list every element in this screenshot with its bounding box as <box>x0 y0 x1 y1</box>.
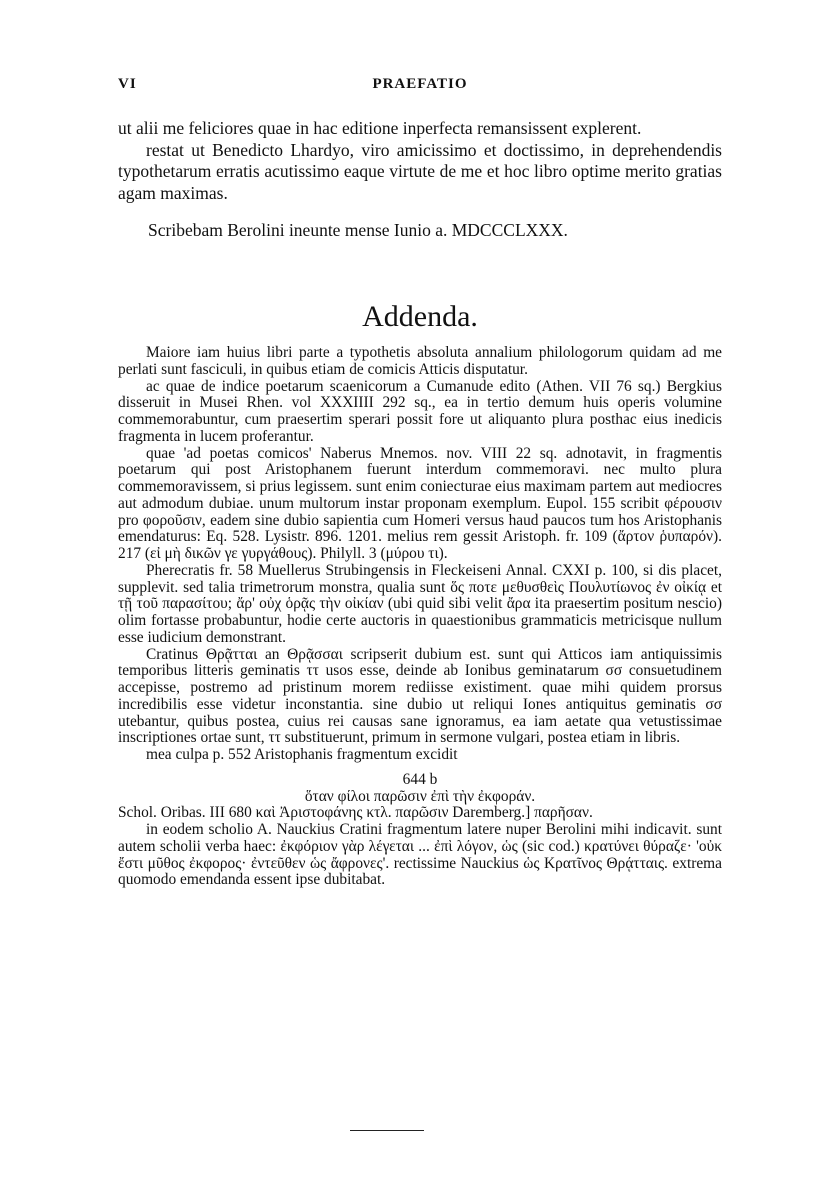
closing-rule <box>350 1130 424 1131</box>
addenda-paragraph: Cratinus Θρᾷτται an Θρᾷσσαι scripserit dubium est. sunt qui Atticos iam antiquissimis temporibus litteris geminatis ττ usos esse, deinde ab Ionibus geminatarum σσ consuetudinem accepisse, postremo ad pristinum morem rediisse existiment. quae mihi quidem prorsus incredibilis esse videtur inconstantia. sine dubio ut reliqui Iones antiquitus geminatis σσ utebantur, quibus postea, cuius rei causas sane ignoramus, ea iam aetate qua vetustissimae inscriptiones ortae sunt, ττ substituerunt, primum in sermone vulgari, postea etiam in libris. <box>118 645 722 747</box>
praefatio-paragraph: ut alii me feliciores quae in hac editione inperfecta remansissent explerent. <box>118 118 642 138</box>
running-title: PRAEFATIO <box>372 76 468 92</box>
addenda-paragraph: in eodem scholio A. Nauckius Cratini fragmentum latere nuper Berolini mihi indicavit. sunt autem scholii verba haec: ἐκφόριον γὰρ λέγεται ... ἐπὶ λόγον, ὡς (sic cod.) κρατύνει θύραζε· 'οὐκ ἔστι μῦθος ἐκφορος· ἐντεῦθεν ὡς ἄφρονες'. rectissime Nauckius ὡς Κρατῖνος Θρᾴτταις. extrema quomodo emendanda essent ipse dubitabat. <box>118 821 722 889</box>
addenda-section <box>118 345 722 889</box>
addenda-paragraph: quae 'ad poetas comicos' Naberus Mnemos. nov. VIII 22 sq. adnotavit, in fragmentis poetarum qui post Aristophanem fuerunt interdum commemoravi. nec multo plura commemoravissem, si prius legissem. sunt enim coniecturae eius maximam partem aut mediocres aut admodum dubiae. unum multorum instar proponam exemplum. Eupol. 155 scribit φέρουσιν pro φοροῦσιν, eadem sine dubio sapientia cum Homeri versus haud paucos tum hos Aristophanis emendaturus: Eq. 528. Lysistr. 896. 1201. melius rem gessit Aristoph. fr. 109 (ἄρτον ῥυπαρόν). 217 (εἰ μὴ δικῶν γε γυργάθους). Philyll. 3 (μύρου τι). <box>118 444 722 562</box>
signature-line: Scribebam Berolini ineunte mense Iunio a. MDCCCLXXX. <box>148 220 568 240</box>
praefatio-conclusion <box>118 118 722 242</box>
praefatio-paragraph: restat ut Benedicto Lhardyo, viro amicissimo et doctissimo, in deprehendendis typothetarum erratis acutissimo eaque virtute de me et hoc libro optime merito gratias agam maximas. <box>118 139 722 203</box>
fragment-text: ὅταν φίλοι παρῶσιν ἐπὶ τὴν ἐκφοράν. <box>304 787 536 805</box>
addenda-paragraph: Maiore iam huius libri parte a typothetis absoluta annalium philologorum quidam ad me perlati sunt fasciculi, in quibus etiam de comicis Atticis disputatur. <box>118 344 722 378</box>
addenda-paragraph: mea culpa p. 552 Aristophanis fragmentum excidit <box>146 746 458 763</box>
page-number: VI <box>118 76 137 92</box>
scholion-note: Schol. Oribas. III 680 καὶ Ἀριστοφάνης κτλ. παρῶσιν Daremberg.] παρῆσαν. <box>118 804 593 822</box>
addenda-paragraph: ac quae de indice poetarum scaenicorum a Cumanude edito (Athen. VII 76 sq.) Bergkius disseruit in Musei Rhen. vol XXXIIII 292 sq., ea in tertio demum huis operis volumine commemorabuntur, cum praesertim sperari possit fore ut aliquanto plura posthac eius inedicis fragmenta in lucem proferantur. <box>118 377 722 445</box>
addenda-title: Addenda. <box>362 300 478 333</box>
fragment-number: 644 b <box>402 770 438 788</box>
page-header <box>118 76 722 102</box>
addenda-paragraph: Pherecratis fr. 58 Muellerus Strubingensis in Fleckeiseni Annal. CXXI p. 100, si dis placet, supplevit. sed talia trimetrorum monstra, qualia sunt ὅς ποτε μεθυσθεὶς Πουλυτίωνος ἐν οἰκίᾳ et τῇ τοῦ παρασίτου; ἄρ' οὐχ ὁρᾷς τὴν οἰκίαν (ubi quid sibi velit ἄρα ita praesertim positum nescio) olim fortasse probabuntur, hodie certe auctoris in quaestionibus grammaticis metricisque nullum esse iudicium demonstrant. <box>118 561 722 646</box>
